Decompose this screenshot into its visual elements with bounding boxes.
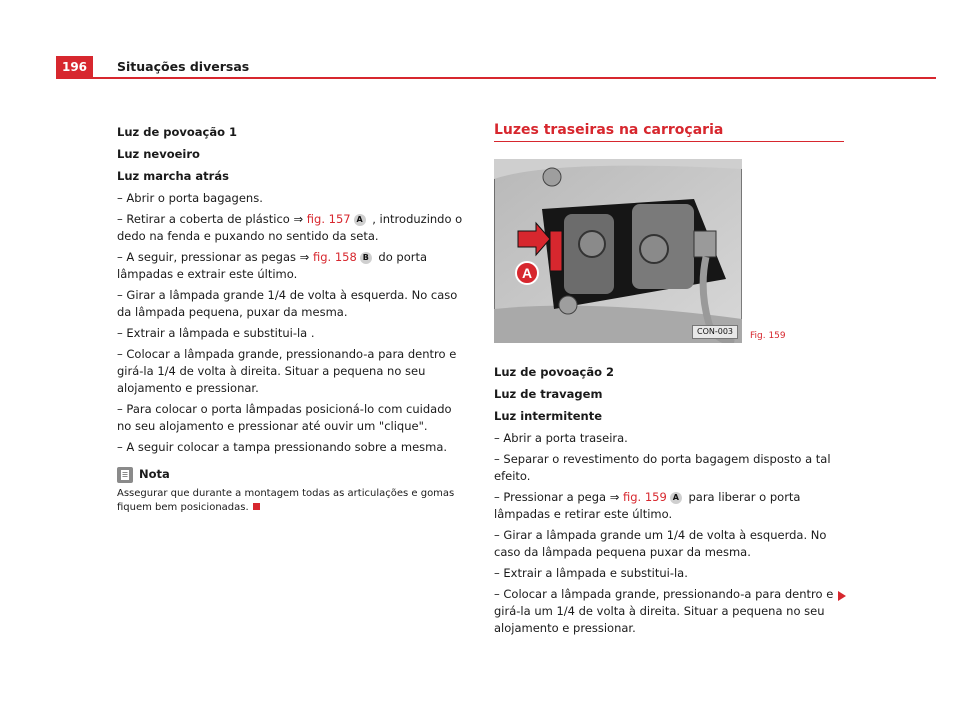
step-item: – Girar a lâmpada grande um 1/4 de volta à esquerda. No caso da lâmpada pequena puxar da mesma. bbox=[494, 528, 827, 559]
heading-luz-marcha-atras: Luz marcha atrás bbox=[117, 169, 229, 183]
note-box bbox=[117, 466, 469, 515]
callout-badge: A bbox=[354, 214, 366, 226]
step-item: – Abrir a porta traseira. bbox=[494, 431, 628, 445]
note-icon bbox=[117, 467, 133, 483]
left-column bbox=[117, 124, 469, 515]
figure-code: CON-003 bbox=[692, 325, 738, 339]
right-column bbox=[494, 364, 844, 641]
heading-luz-nevoeiro: Luz nevoeiro bbox=[117, 147, 200, 161]
figure-ref-link[interactable]: fig. 158 bbox=[312, 250, 357, 264]
header-divider bbox=[56, 77, 936, 79]
figure-ref-link[interactable]: fig. 159 bbox=[623, 490, 667, 504]
arrow-right-icon[interactable] bbox=[838, 591, 846, 601]
section-divider bbox=[494, 141, 844, 142]
step-item: – Pressionar a pega ⇒ fig. 159 A para liberar o porta lâmpadas e retirar este último. bbox=[494, 490, 801, 521]
taillight-illustration bbox=[494, 159, 742, 343]
callout-badge: B bbox=[360, 252, 372, 264]
note-title: Nota bbox=[139, 467, 170, 481]
heading-luz-intermitente: Luz intermitente bbox=[494, 409, 603, 423]
step-item: – A seguir colocar a tampa pressionando sobre a mesma. bbox=[117, 440, 448, 454]
step-item: – Para colocar o porta lâmpadas posicioná-lo com cuidado no seu alojamento e pressionar até ouvir um "clique". bbox=[117, 402, 452, 433]
step-item: – Retirar a coberta de plástico ⇒ fig. 157 A , introduzindo o dedo na fenda e puxando no sentido da seta. bbox=[117, 212, 463, 243]
callout-badge: A bbox=[670, 492, 682, 504]
end-square-icon bbox=[253, 503, 260, 510]
figure-label-a: A bbox=[521, 265, 533, 281]
step-item: – Extrair a lâmpada e substitui-la . bbox=[117, 326, 315, 340]
note-text: Assegurar que durante a montagem todas as articulações e gomas fiquem bem posicionadas. bbox=[117, 488, 455, 513]
heading-luz-travagem: Luz de travagem bbox=[494, 387, 603, 401]
figure-ref-link[interactable]: fig. 157 bbox=[306, 212, 351, 226]
figure-taillight-photo bbox=[494, 159, 742, 343]
step-item: – Colocar a lâmpada grande, pressionando-a para dentro e girá-la 1/4 de volta à direita. Situar a pequena no seu alojamento e pressionar. bbox=[117, 347, 457, 395]
running-header: Situações diversas bbox=[117, 59, 250, 74]
heading-luz-povoacao-2: Luz de povoação 2 bbox=[494, 365, 615, 379]
step-item: – A seguir, pressionar as pegas ⇒ fig. 158 B do porta lâmpadas e extrair este último. bbox=[117, 250, 428, 281]
section-title: Luzes traseiras na carroçaria bbox=[494, 122, 724, 138]
figure-caption: Fig. 159 bbox=[750, 331, 786, 341]
step-item: – Colocar a lâmpada grande, pressionando-a para dentro e girá-la um 1/4 de volta à direita. Situar a pequena no seu alojamento e pressionar. bbox=[494, 587, 834, 635]
step-item: – Girar a lâmpada grande 1/4 de volta à esquerda. No caso da lâmpada pequena, puxar da mesma. bbox=[117, 288, 458, 319]
heading-luz-povoacao-1: Luz de povoação 1 bbox=[117, 125, 238, 139]
step-item: – Abrir o porta bagagens. bbox=[117, 191, 263, 205]
step-item: – Extrair a lâmpada e substitui-la. bbox=[494, 566, 688, 580]
page-number: 196 bbox=[56, 56, 93, 78]
step-item: – Separar o revestimento do porta bagagem disposto a tal efeito. bbox=[494, 452, 831, 483]
